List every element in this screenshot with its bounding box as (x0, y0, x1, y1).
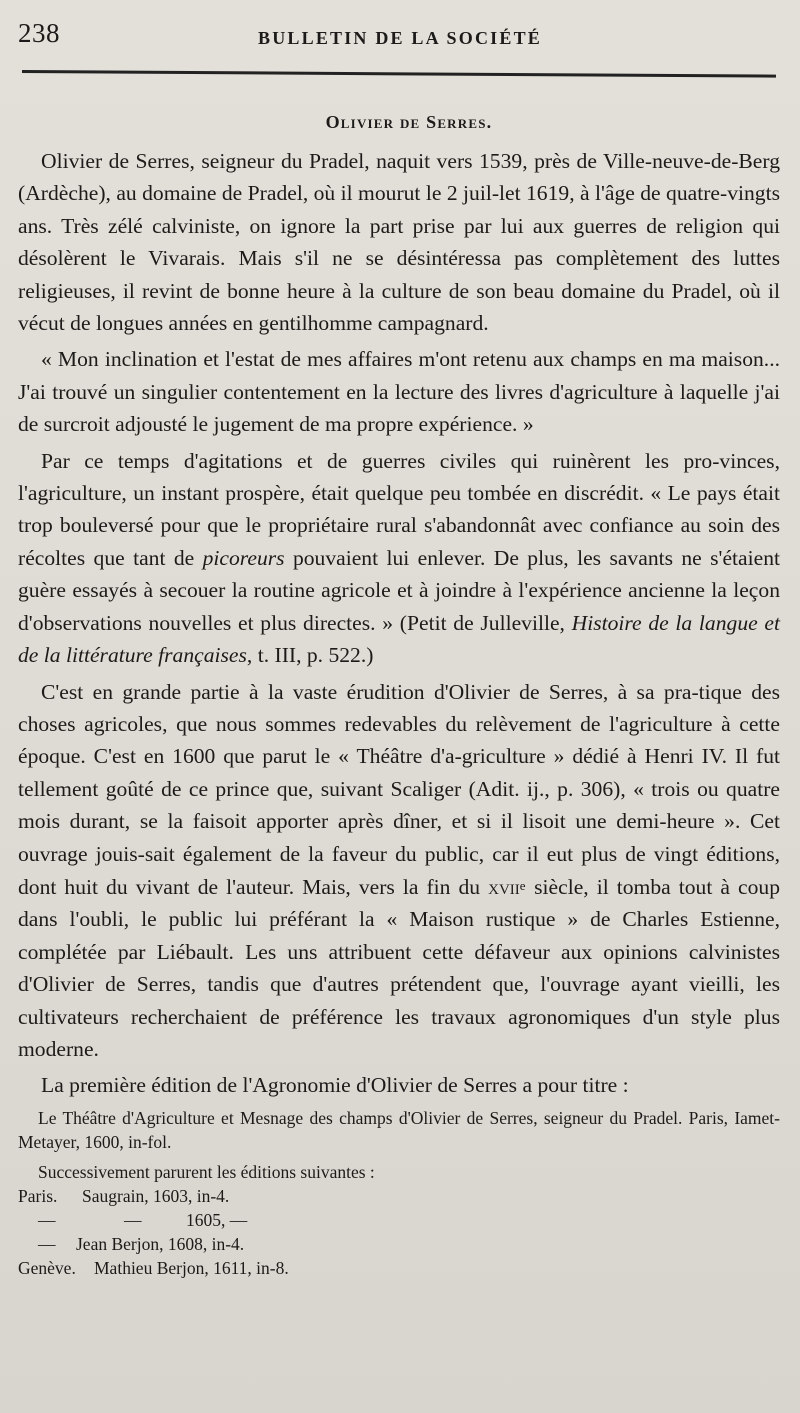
edition-publisher: — (124, 1209, 142, 1230)
paragraph-3-text-a: Par ce temps d'agitations et de guerres civiles qui ruinèrent les pro-vinces, l'agriculture, un instant prospère, était quelque peu tombée en discrédit. « Le pays était trop bouleversé pour que le propriétaire rural s'abandonnât avec confiance au soin des récoltes que tant de (18, 448, 780, 570)
edition-item (18, 1184, 780, 1208)
edition-year: 1605, — (186, 1209, 248, 1230)
paragraph-3 (18, 445, 780, 672)
paragraph-3-text-c: , t. III, p. 522.) (246, 643, 374, 668)
paragraph-4-text-b: siècle, il tomba tout à coup dans l'oubli, le public lui préférant la « Maison rustique » de Charles Estienne, complétée par Liébault. Les uns attribuent cette défaveur aux opinions calvinistes d'Olivier de Serres, tandis que d'autres prétendent que, l'ouvrage ayant vieilli, les cultivateurs recherchaient de préférence les travaux agronomiques d'un style plus moderne. (18, 874, 780, 1061)
paragraph-3-italic-picoreurs: picoreurs (202, 545, 285, 570)
edition-city: Paris. (18, 1185, 58, 1206)
paragraph-3-text-b: pouvaient lui enlever. De plus, les savants ne s'étaient guère essayés à secouer la routine agricole et à joindre à l'expérience ancienne la leçon d'observations nouvelles et plus directes. » (Petit de Julleville, (18, 545, 780, 635)
edition-item (18, 1232, 780, 1256)
section-title: Olivier de Serres. (325, 112, 493, 132)
running-head: BULLETIN DE LA SOCIÉTÉ (258, 28, 542, 48)
paragraph-5: La première édition de l'Agronomie d'Olivier de Serres a pour titre : (41, 1073, 629, 1098)
edition-publisher: Saugrain, 1603, in-4. (82, 1185, 230, 1206)
paragraph-3-italic-title: Histoire de la langue et de la littérature françaises (18, 610, 780, 668)
edition-city: — (38, 1233, 56, 1254)
edition-item (18, 1256, 780, 1280)
century-numeral: xvii (488, 874, 520, 899)
edition-city: Genève. (18, 1257, 76, 1278)
first-edition-title: Le Théâtre d'Agriculture et Mesnage des champs d'Olivier de Serres, seigneur du Pradel. Paris, Iamet-Metayer, 1600, in-fol. (18, 1107, 780, 1152)
edition-city: — (38, 1209, 56, 1230)
edition-publisher: Jean Berjon, 1608, in-4. (76, 1233, 245, 1254)
paragraph-2-quote: « Mon inclination et l'estat de mes affaires m'ont retenu aux champs en ma maison... J'ai trouvé un singulier contentement en la lecture des livres d'agriculture à laquelle j'ai de surcroit adjousté le jugement de ma propre expérience. » (18, 347, 780, 437)
page-header (18, 18, 778, 58)
editions-list (18, 1160, 780, 1280)
paragraph-4-text-a: C'est en grande partie à la vaste érudition d'Olivier de Serres, à sa pra-tique des choses agricoles, que nous sommes redevables du relèvement de l'agriculture à cette époque. C'est en 1600 que parut le « Théâtre d'a-griculture » dédié à Henri IV. Il fut tellement goûté de ce prince que, suivant Scaliger (Adit. ij., p. 306), « trois ou quatre mois durant, se la faisoit apporter après dîner, et si il lisoit une demi-heure ». Cet ouvrage jouis-sait également de la faveur du public, car il eut plus de vingt éditions, dont huit du vivant de l'auteur. Mais, vers la fin du (18, 679, 780, 899)
paragraph-1: Olivier de Serres, seigneur du Pradel, naquit vers 1539, près de Ville-neuve-de-Berg (Ardèche), au domaine de Pradel, où il mourut le 2 juil-let 1619, à l'âge de quatre-vingts ans. Très zélé calviniste, on ignore la part prise par lui aux guerres de religion qui désolèrent le Vivarais. Mais s'il ne se désintéressa pas complètement des luttes religieuses, il revint de bonne heure à la culture de son beau domaine du Pradel, où il vécut de longues années en gentilhomme campagnard. (18, 149, 780, 336)
edition-item (18, 1208, 780, 1232)
header-rule (22, 70, 776, 78)
article-body (18, 112, 780, 1280)
editions-intro: Successivement parurent les éditions suivantes : (38, 1161, 375, 1182)
edition-publisher: Mathieu Berjon, 1611, in-8. (94, 1257, 289, 1278)
century-superscript: e (519, 877, 527, 893)
paragraph-4 (18, 676, 780, 1066)
page-number: 238 (18, 18, 60, 48)
